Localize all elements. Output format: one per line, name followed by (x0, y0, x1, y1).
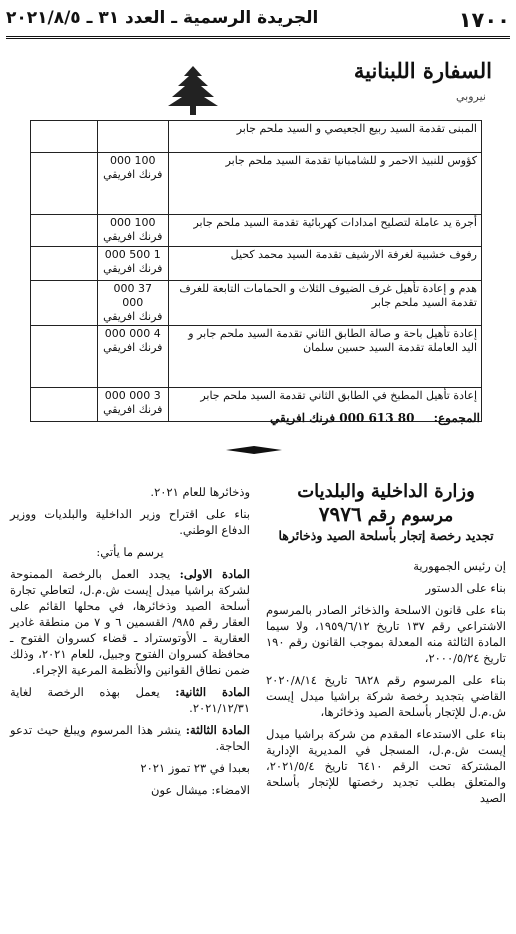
embassy-name: السفارة اللبنانية (353, 58, 492, 83)
article-two (10, 684, 250, 716)
row-amount-cell (97, 388, 168, 422)
row-empty-cell (31, 388, 98, 422)
donations-table (30, 120, 482, 422)
row-empty-cell (31, 121, 98, 153)
row-amount-cell (97, 153, 168, 215)
row-description: كؤوس للنبيذ الاحمر و للشامبانيا تقدمة السيد ملحم جابر (168, 153, 481, 215)
table-row (31, 247, 482, 281)
row-description: إعادة تأهيل باحة و صالة الطابق الثاني تقدمة السيد ملحم جابر و اليد العاملة تقدمة السيد حسين سلمان (168, 326, 481, 388)
total-label: المجموع: (433, 411, 480, 425)
preamble-paragraph: بناء على الدستور (425, 581, 506, 595)
preamble-paragraph: بناء على المرسوم رقم ٦٨٢٨ تاريخ ٢٠٢٠/٨/١٤ القاضي بتجديد رخصة شركة براشيا ميدل إيست ش.م.ل للإتجار بأسلحة الصيد وذخائرها، (266, 673, 506, 719)
article-three (10, 722, 250, 754)
decree-date: بعبدا في ٢٣ تموز ٢٠٢١ (140, 761, 250, 775)
row-currency: فرنك افريقي (103, 168, 163, 181)
decree-subject: تجديد رخصة إتجار بأسلحة الصيد وذخائرها (278, 528, 494, 543)
row-currency: فرنك افريقي (103, 310, 163, 323)
row-description: المبنى تقدمة السيد ربيع الجعيصي و السيد ملحم جابر (168, 121, 481, 153)
row-amount: 1 500 000 (104, 248, 161, 261)
preamble-paragraph: بناء على الاستدعاء المقدم من شركة براشيا ميدل إيست ش.م.ل، المسجل في المديرية الإدارية المشتركة تحت الرقم ٦٤١٠ تاريخ ٢٠٢١/٥/٤، والمتعلق بطلب تجديد رخصتها للإتجار بأسلحة الصيد (266, 727, 506, 805)
row-description: رفوف خشبية لغرفة الارشيف تقدمة السيد محمد كحيل (168, 247, 481, 281)
row-empty-cell (31, 153, 98, 215)
row-currency: فرنك افريقي (103, 403, 163, 416)
row-currency: فرنك افريقي (103, 341, 163, 354)
signature-line: الامضاء: ميشال عون (151, 783, 250, 797)
table-row (31, 121, 482, 153)
page-header (6, 4, 510, 32)
preamble-paragraph: بناء على قانون الاسلحة والذخائر الصادر بالمرسوم الاشتراعي رقم ١٣٧ تاريخ ١٩٥٩/٦/١٢، ولا سيما المادة الثالثة منه المعدلة بموجب القانون رقم ١٩٠ تاريخ ٢٠٠٠/٥/٢٤، (266, 603, 506, 665)
row-amount-cell (97, 247, 168, 281)
table-row (31, 153, 482, 215)
preamble-paragraph: إن رئيس الجمهورية (413, 559, 506, 573)
article-text: ينشر هذا المرسوم ويبلغ حيث تدعو الحاجة. (10, 723, 250, 753)
row-empty-cell (31, 247, 98, 281)
ministry-title: وزارة الداخلية والبلديات (297, 481, 475, 502)
decree-right-column (266, 481, 506, 812)
row-amount-cell (97, 215, 168, 247)
article-label: المادة الثانية: (175, 685, 250, 699)
row-currency: فرنك افريقي (103, 230, 163, 243)
cedar-tree-icon (166, 64, 220, 116)
article-text: يعمل بهذه الرخصة لغاية ٢٠٢١/١٢/٣١. (10, 685, 250, 715)
table-row (31, 281, 482, 326)
table-row (31, 215, 482, 247)
embassy-city: نيروبي (456, 90, 486, 103)
row-amount: 4 000 000 (104, 327, 161, 340)
article-one (10, 566, 250, 678)
row-currency: فرنك افريقي (103, 262, 163, 275)
decree-number: ٧٩٧٦ (318, 502, 362, 526)
row-amount: 100 000 (109, 154, 156, 167)
row-empty-cell (31, 281, 98, 326)
row-amount: 37 000 000 (113, 282, 152, 309)
total-value: 80 613 000 فرنك افريقي (270, 411, 415, 425)
journal-issue-line: الجريدة الرسمية ـ العدد ٣١ ـ ٢٠٢١/٨/٥ (6, 8, 319, 28)
decree-title (266, 502, 506, 526)
row-amount-cell (97, 326, 168, 388)
row-description: أجرة يد عاملة لتصليح امدادات كهربائية تقدمة السيد ملحم جابر (168, 215, 481, 247)
row-description: هدم و إعادة تأهيل غرف الضيوف الثلاث و الحمامات التابعة للغرف تقدمة السيد ملحم جابر (168, 281, 481, 326)
article-label: المادة الاولى: (179, 567, 251, 581)
section-divider-ornament (226, 445, 282, 455)
decree-left-column (10, 484, 250, 804)
row-empty-cell (31, 326, 98, 388)
article-text: يجدد العمل بالرخصة الممنوحة لشركة براشيا ميدل إيست ش.م.ل، لتعاطي تجارة أسلحة الصيد وذخائرها، في محلها القائم على العقار رقم ٩٨٥/ القسمين ٦ و ٧ من منطقة غادير العقارية ـ الأوتوستراد ـ قضاء كسروان الفتوح ـ محافظة كسروان الفتوح وجبيل، للعام ٢٠٢١، وذلك ضمن نطاق القوانين والأنظمة المرعية الإجراء. (10, 567, 250, 677)
decree-label: مرسوم رقم (367, 506, 454, 526)
proposal-paragraph: بناء على اقتراح وزير الداخلية والبلديات ووزير الدفاع الوطني. (10, 507, 250, 537)
row-description: إعادة تأهيل المطبخ في الطابق الثاني تقدمة السيد ملحم جابر (168, 388, 481, 422)
continuation-paragraph: وذخائرها للعام ٢٠٢١. (150, 485, 250, 499)
row-amount-cell (97, 281, 168, 326)
article-label: المادة الثالثة: (185, 723, 250, 737)
table-row (31, 326, 482, 388)
row-amount: 100 000 (109, 216, 156, 229)
header-rule (6, 36, 510, 39)
row-amount-cell (97, 121, 168, 153)
page-number: ١٧٠٠ (458, 8, 510, 32)
row-amount: 3 000 000 (104, 389, 161, 402)
row-empty-cell (31, 215, 98, 247)
decrees-heading: يرسم ما يأتي: (96, 545, 164, 559)
